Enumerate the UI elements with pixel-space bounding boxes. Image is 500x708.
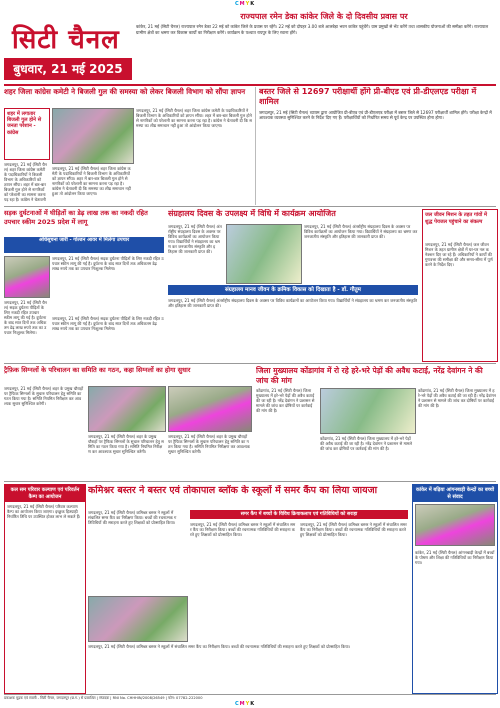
museum-body: जगदलपुर, 21 मई (सिटी चैनल) अंतर्राष्ट्रीय संग्रहालय दिवस के अवसर पर विविध कार्यक्रमों का आयोजन किया गया। विद्यार्थियों ने संग्रहालय का भ्रमण कर जनजातीय संस्कृति और इतिहास की जानकारी प्राप्त की।	[168, 224, 222, 254]
accident-subhead: अधिसूचना जारी - गोल्डन आवर में मिलेगा उपचार	[4, 237, 164, 253]
summer-camp-subhead: समर कैंप में बच्चों के विविध क्रियाकलाप एवं गतिविधियों को सराहा	[190, 510, 408, 519]
top-story-headline: राज्यपाल रमेन डेका कांकेर जिले के दो दिवसीय प्रवास पर	[240, 12, 408, 21]
divider	[4, 206, 496, 207]
lead-left-headline: शहर जिला कांग्रेस कमेटी ने बिजली गुल की समस्या को लेकर बिजली विभाग को सौंपा ज्ञापन	[4, 87, 246, 96]
traffic-photo	[88, 386, 166, 432]
divider	[4, 84, 496, 86]
lead-left-col2: जगदलपुर, 21 मई (सिटी चैनल) शहर जिला कांग्रेस कमेटी के पदाधिकारियों ने बिजली विभाग के अधिकारियों को ज्ञापन सौंपा। शहर में बार-बार बिजली गुल होने से नागरिकों को परेशानी का सामना करना पड़ रहा है। कांग्रेस ने चेतावनी दी कि समस्या का शीघ्र समाधान नहीं हुआ तो आंदोलन किया जाएगा।	[52, 166, 131, 196]
accident-headline: सड़क दुर्घटनाओं में घीड़ितों का डेढ़ लाख तक का नकदी रहित उपचार स्कीम 2025 प्रदेश में लागू	[4, 209, 148, 226]
top-story	[134, 10, 496, 82]
camp-box-body: जगदलपुर, 21 मई (सिटी चैनल) परिवार कल्याण कैम्प का आयोजन किया जाएगा। इच्छुक हितग्राही निर्धारित तिथि पर उपस्थित होकर लाभ ले सकते हैं।	[7, 504, 81, 519]
dateline: बुधवार, 21 मई 2025	[4, 58, 132, 80]
accident-body-col2: जगदलपुर, 21 मई (सिटी चैनल) सड़क दुर्घटना पीड़ितों के लिए नकदी रहित उपचार स्कीम लागू की गई है। दुर्घटना के बाद सात दिनों तक अधिकतम डेढ़ लाख रुपये तक का उपचार निःशुल्क मिलेगा।	[52, 316, 164, 331]
lead-left-col3: जगदलपुर, 21 मई (सिटी चैनल) शहर जिला कांग्रेस कमेटी के पदाधिकारियों ने बिजली विभाग के अधिकारियों को ज्ञापन सौंपा। शहर में बार-बार बिजली गुल होने से नागरिकों को परेशानी का सामना करना पड़ रहा है। कांग्रेस ने चेतावनी दी कि समस्या का शीघ्र समाधान नहीं हुआ तो आंदोलन किया जाएगा।	[136, 108, 252, 128]
summer-camp-body: जगदलपुर, 21 मई (सिटी चैनल) कमिश्नर बस्तर ने स्कूलों में संचालित समर कैंप का निरीक्षण किया। बच्चों की रचनात्मक गतिविधियों की सराहना करते हुए शिक्षकों को प्रोत्साहित किया।	[88, 510, 177, 525]
lead-right-body: जगदलपुर, 21 मई (सिटी चैनल) व्यापम द्वारा आयोजित प्री-बीएड एवं प्री-डीएलएड परीक्षा में बस्तर जिले से 12697 परीक्षार्थी शामिल होंगे। परीक्षा केन्द्रों में आवश्यक व्यवस्था सुनिश्चित करने के निर्देश दिए गए हैं। परीक्षार्थियों को निर्धारित समय से पूर्व केन्द्र पर उपस्थित होना होगा।	[259, 110, 492, 121]
trees-body-col3: कोंडागांव, 21 मई (सिटी चैनल) जिला मुख्यालय में हरे-भरे पेड़ों की अवैध कटाई की जा रही है। नरेंद्र देवांगन ने प्रशासन से मामले की जांच कर दोषियों पर कार्रवाई की मांग की है।	[418, 388, 496, 408]
right-box	[422, 209, 498, 362]
accident-body: जगदलपुर, 21 मई (सिटी चैनल) सड़क दुर्घटना पीड़ितों के लिए नकदी रहित उपचार स्कीम लागू की गई है। दुर्घटना के बाद सात दिनों तक अधिकतम डेढ़ लाख रुपये तक का उपचार निःशुल्क मिलेगा।	[52, 256, 164, 271]
traffic-photo-2	[168, 386, 252, 432]
traffic-body-col2: जगदलपुर, 21 मई (सिटी चैनल) शहर के प्रमुख चौराहों पर ट्रैफिक सिग्नलों के सुचारु परिचालन हेतु समिति का गठन किया गया है। समिति नियमित निरीक्षण कर आवश्यक सुधार सुनिश्चित करेगी।	[88, 434, 164, 454]
summer-camp-body-lower: जगदलपुर, 21 मई (सिटी चैनल) कमिश्नर बस्तर ने स्कूलों में संचालित समर कैंप का निरीक्षण किया। बच्चों की रचनात्मक गतिविधियों की सराहना करते हुए शिक्षकों को प्रोत्साहित किया।	[88, 644, 351, 649]
divider	[4, 363, 496, 364]
museum-headline: संग्रहालय दिवस के उपलक्ष्य में विधि में कार्यक्रम आयोजित	[168, 209, 336, 218]
museum-body-lower: जगदलपुर, 21 मई (सिटी चैनल) अंतर्राष्ट्रीय संग्रहालय दिवस के अवसर पर विविध कार्यक्रमों का आयोजन किया गया। विद्यार्थियों ने संग्रहालय का भ्रमण कर जनजातीय संस्कृति और इतिहास की जानकारी प्राप्त की।	[168, 298, 417, 308]
trees-body-col2: कोंडागांव, 21 मई (सिटी चैनल) जिला मुख्यालय में हरे-भरे पेड़ों की अवैध कटाई की जा रही है। नरेंद्र देवांगन ने प्रशासन से मामले की जांच कर दोषियों पर कार्रवाई की मांग की है।	[320, 436, 412, 451]
museum-body-col3: जगदलपुर, 21 मई (सिटी चैनल) अंतर्राष्ट्रीय संग्रहालय दिवस के अवसर पर विविध कार्यक्रमों का आयोजन किया गया। विद्यार्थियों ने संग्रहालय का भ्रमण कर जनजातीय संस्कृति और इतिहास की जानकारी प्राप्त की।	[304, 224, 418, 239]
column-divider	[255, 87, 256, 205]
quote-banner: संग्रहालय मानव जीवन के क्रमिक विकास को दिखाता है - डॉ. गौतुम	[168, 285, 418, 295]
museum-photo	[226, 224, 302, 284]
masthead	[4, 10, 132, 82]
trees-photo	[320, 388, 416, 434]
right-box-body: जगदलपुर, 21 मई (सिटी चैनल) जल जीवन मिशन के तहत ग्रामीण क्षेत्रों में घर-घर नल कनेक्शन दिए जा रहे हैं। अधिकारियों ने कार्यों की गुणवत्ता की समीक्षा की और समय-सीमा में पूर्ण करने के निर्देश दिए।	[425, 242, 493, 267]
brand-title: सिटी चैनल	[12, 25, 120, 55]
accident-body-more: जगदलपुर, 21 मई (सिटी चैनल) सड़क दुर्घटना पीड़ितों के लिए नकदी रहित उपचार स्कीम लागू की गई है। दुर्घटना के बाद सात दिनों तक अधिकतम डेढ़ लाख रुपये तक का उपचार निःशुल्क मिलेगा।	[4, 300, 47, 335]
summer-camp-body-col3: जगदलपुर, 21 मई (सिटी चैनल) कमिश्नर बस्तर ने स्कूलों में संचालित समर कैंप का निरीक्षण किया। बच्चों की रचनात्मक गतिविधियों की सराहना करते हुए शिक्षकों को प्रोत्साहित किया।	[300, 522, 407, 537]
right-box-headline: जल जीवन मिशन के तहत गांवों में शुद्ध पेयजल पहुंचाने का संकल्प	[425, 212, 487, 225]
lead-right-headline: बस्तर जिले से 12697 परीक्षार्थी होंगे प्री-बीएड एवं प्री-डीएलएड परीक्षा में शामिल	[259, 87, 477, 106]
anganwadi-body: कांकेर, 21 मई (सिटी चैनल) आंगनबाड़ी केन्द्रों में बच्चों के पोषण और शिक्षा की गतिविधियों का निरीक्षण किया गया।	[415, 550, 495, 565]
cmyk-mark-bottom: CMYK	[235, 701, 256, 707]
camp-box	[4, 484, 86, 694]
lead-left-photo	[52, 108, 134, 164]
summer-camp-photo	[88, 596, 188, 642]
lead-left-subhead-box	[4, 108, 50, 160]
footer-text: प्रकाशक मुद्रक एवं स्वामी - सिटी चैनल, जगदलपुर (छ.ग.) से प्रकाशित | संपादक | RNI No. CHHHIN/2008/26549 | फोन: 07782-222000	[4, 696, 203, 700]
summer-camp-body-col2: जगदलपुर, 21 मई (सिटी चैनल) कमिश्नर बस्तर ने स्कूलों में संचालित समर कैंप का निरीक्षण किया। बच्चों की रचनात्मक गतिविधियों की सराहना करते हुए शिक्षकों को प्रोत्साहित किया।	[190, 522, 296, 537]
traffic-body: जगदलपुर, 21 मई (सिटी चैनल) शहर के प्रमुख चौराहों पर ट्रैफिक सिग्नलों के सुचारु परिचालन हेतु समिति का गठन किया गया है। समिति नियमित निरीक्षण कर आवश्यक सुधार सुनिश्चित करेगी।	[4, 386, 84, 406]
lead-left-subhead: शहर में लगातार बिजली गुल होने से जनता परेशान - कांग्रेस	[7, 111, 42, 136]
camp-box-headline: कल सम परिवार कल्याण एवं परिवर्तन कैम्प का आयोजन	[5, 485, 85, 502]
top-story-body: कांकेर, 21 मई (सिटी चैनल) राज्यपाल रमेन डेका 22 मई को कांकेर जिले के प्रवास पर रहेंगे। 22 मई को दोपहर 3.00 बजे आलबेड़ा भवन कांकेर पहुंचेंगे। ग्राम प्रमुखों से भेंट करेंगे तथा शासकीय योजनाओं की समीक्षा करेंगे। राज्यपाल ग्रामीण क्षेत्रों का भ्रमण कर विकास कार्यों का निरीक्षण करेंगे। कार्यक्रम के पश्चात रायपुर के लिए रवाना होंगे।	[136, 24, 489, 35]
traffic-body-col3: जगदलपुर, 21 मई (सिटी चैनल) शहर के प्रमुख चौराहों पर ट्रैफिक सिग्नलों के सुचारु परिचालन हेतु समिति का गठन किया गया है। समिति नियमित निरीक्षण कर आवश्यक सुधार सुनिश्चित करेगी।	[168, 434, 250, 454]
cmyk-mark-top: CMYK	[235, 1, 256, 7]
trees-headline: जिला मुख्यालय कोंडागांव में रो रहे हरे-भरे पेड़ों की अवैध कटाई, नरेंद्र देवांगन ने की जांच की मांग	[256, 366, 483, 385]
summer-camp-headline: कमिश्नर बस्तर ने बस्तर एवं तोकापाल ब्लॉक के स्कूलों में समर कैंप का लिया जायजा	[88, 485, 378, 496]
anganwadi-headline: कांकेर में बढ़िया आंगनबाड़ी केन्द्रों का बच्चों से संवाद	[413, 485, 497, 502]
lead-left-body: जगदलपुर, 21 मई (सिटी चैनल) शहर जिला कांग्रेस कमेटी के पदाधिकारियों ने बिजली विभाग के अधिकारियों को ज्ञापन सौंपा। शहर में बार-बार बिजली गुल होने से नागरिकों को परेशानी का सामना करना पड़ रहा है। कांग्रेस ने चेतावनी	[4, 162, 47, 202]
accident-photo	[4, 256, 50, 298]
trees-body: कोंडागांव, 21 मई (सिटी चैनल) जिला मुख्यालय में हरे-भरे पेड़ों की अवैध कटाई की जा रही है। नरेंद्र देवांगन ने प्रशासन से मामले की जांच कर दोषियों पर कार्रवाई की मांग की है।	[256, 388, 315, 413]
anganwadi-box	[412, 484, 498, 694]
divider	[4, 481, 496, 482]
anganwadi-photo	[415, 504, 495, 546]
traffic-headline: ट्रैफ़िक सिग्नलों के परिचालन का समिति का गठन, कहा सिग्नलों का होगा सुधार	[4, 366, 191, 374]
